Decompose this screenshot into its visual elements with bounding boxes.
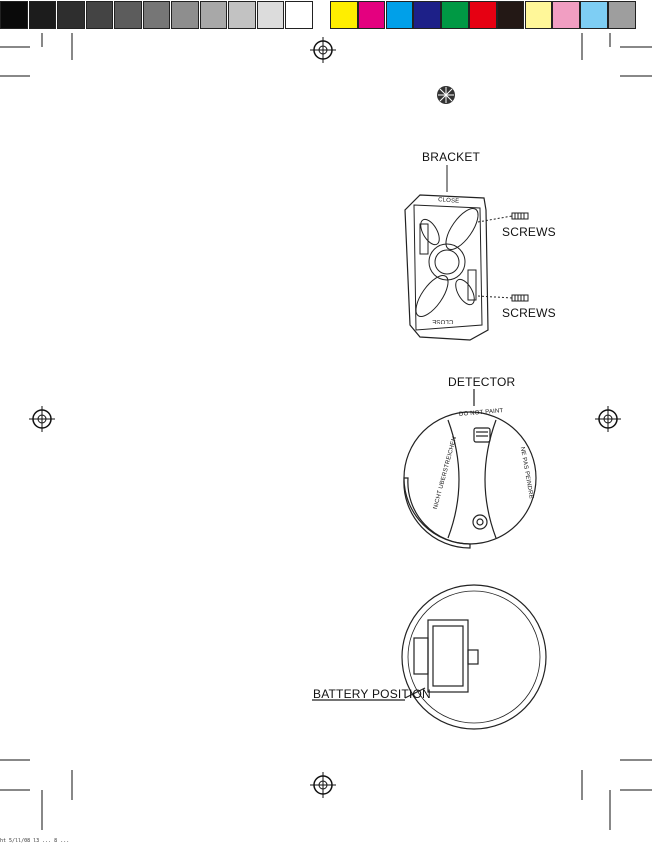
detector-marking-top: DO NOT PAINT (458, 408, 504, 418)
battery-bay-illustration (312, 585, 546, 729)
crop-marks (0, 33, 652, 830)
registration-mark-right (595, 406, 621, 432)
registration-mark-bottom (310, 772, 336, 798)
screws-top-label: SCREWS (502, 225, 556, 239)
registration-mark-left (29, 406, 55, 432)
screw-icon (512, 213, 528, 219)
battery-position-label: BATTERY POSITION (313, 687, 431, 701)
detector-marking-left: NICHT UBERSTREICHEN (432, 435, 459, 511)
screws-bottom-label: SCREWS (502, 306, 556, 320)
registration-mark-top (310, 37, 336, 63)
bracket-close-top-marking: CLOSE (437, 197, 460, 205)
detector-marking-right: NE PAS PEINDRE (518, 446, 534, 500)
bracket-close-bottom-marking: CLOSE (432, 318, 454, 324)
screw-icon (512, 295, 528, 301)
footer-print-info: ht 5/ll/08 l3 ... 8 ... (0, 838, 70, 844)
star-target-icon (437, 86, 455, 104)
bracket-label: BRACKET (422, 150, 481, 164)
detector-label: DETECTOR (448, 375, 516, 389)
